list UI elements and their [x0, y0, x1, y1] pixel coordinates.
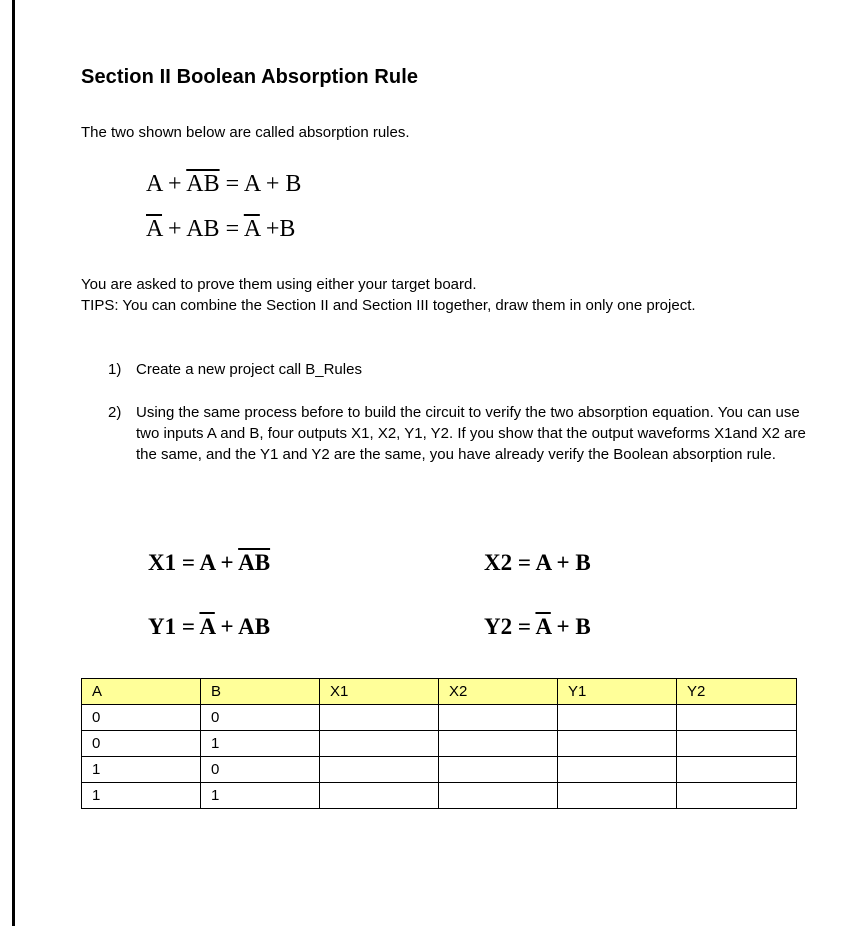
rule2-a-complement-rhs: $\overline{A}$: [243, 216, 260, 242]
table-row: [82, 705, 797, 731]
cell-a: 0: [82, 705, 201, 731]
cell-a: 1: [82, 757, 201, 783]
header-cell-y2: Y2: [677, 679, 797, 705]
cell-y1[interactable]: [558, 731, 677, 757]
equation-y1: [148, 614, 270, 640]
rule1-rhs: A + B: [243, 171, 302, 197]
x1-ab-complement: $\overline{AB}$: [238, 550, 271, 575]
cell-x1[interactable]: [320, 705, 439, 731]
table-row: [82, 783, 797, 809]
cell-y2[interactable]: [677, 731, 797, 757]
equation-y2: [484, 614, 591, 640]
truth-table: [81, 678, 797, 809]
y2-prefix: Y2 =: [484, 614, 536, 639]
cell-x1[interactable]: [320, 731, 439, 757]
y1-suffix: + AB: [214, 614, 271, 639]
cell-x2[interactable]: [439, 783, 558, 809]
intro-text: The two shown below are called absorption rules.: [81, 124, 410, 141]
rule2-a-complement: $\overline{A}$: [146, 216, 163, 242]
header-cell-b: B: [201, 679, 320, 705]
equation-x2: [484, 550, 591, 576]
table-header-row: [82, 679, 797, 705]
header-cell-x2: X2: [439, 679, 558, 705]
x2-text: X2 = A + B: [484, 550, 591, 575]
y2-a-complement: $\overline{A}$: [535, 614, 551, 639]
instructions: [81, 274, 696, 316]
table-row: [82, 757, 797, 783]
cell-a: 1: [82, 783, 201, 809]
cell-a: 0: [82, 731, 201, 757]
instructions-tips: TIPS: You can combine the Section II and Section III together, draw them in only one project.: [81, 297, 696, 314]
y1-a-complement: $\overline{A}$: [199, 614, 215, 639]
rule1-a: A: [146, 171, 163, 197]
cell-y1[interactable]: [558, 783, 677, 809]
cell-x2[interactable]: [439, 757, 558, 783]
equation-x1: [148, 550, 270, 576]
page-left-border: [12, 0, 15, 926]
section-title: Section II Boolean Absorption Rule: [81, 66, 419, 88]
cell-y1[interactable]: [558, 757, 677, 783]
cell-y2[interactable]: [677, 757, 797, 783]
list-number: 2): [108, 404, 122, 421]
header-cell-y1: Y1: [558, 679, 677, 705]
table-row: [82, 731, 797, 757]
rule2-plus-b: +B: [265, 216, 296, 242]
absorption-rule-2: [146, 216, 295, 243]
cell-y1[interactable]: [558, 705, 677, 731]
cell-x1[interactable]: [320, 783, 439, 809]
cell-b: 1: [201, 731, 320, 757]
rule2-plus-ab: + AB: [168, 216, 220, 242]
cell-b: 1: [201, 783, 320, 809]
y2-suffix: + B: [550, 614, 591, 639]
cell-x2[interactable]: [439, 731, 558, 757]
cell-b: 0: [201, 757, 320, 783]
header-cell-x1: X1: [320, 679, 439, 705]
rule1-ab-complement: $\overline{AB}$: [186, 171, 220, 197]
rule2-equals: =: [225, 216, 240, 242]
x1-prefix: X1 = A +: [148, 550, 239, 575]
cell-x2[interactable]: [439, 705, 558, 731]
y1-prefix: Y1 =: [148, 614, 200, 639]
cell-y2[interactable]: [677, 705, 797, 731]
list-text: Create a new project call B_Rules: [136, 361, 362, 378]
rule1-equals: =: [225, 171, 240, 197]
cell-b: 0: [201, 705, 320, 731]
absorption-rule-1: [146, 171, 301, 198]
cell-x1[interactable]: [320, 757, 439, 783]
rule1-plus: +: [168, 171, 182, 197]
header-cell-a: A: [82, 679, 201, 705]
cell-y2[interactable]: [677, 783, 797, 809]
instructions-line-1: You are asked to prove them using either your target board.: [81, 276, 477, 293]
list-text: Using the same process before to build the circuit to verify the two absorption equation. You can use two inputs A and B, four outputs X1, X2, Y1, Y2. If you show that the output waveforms X1and X2 are the same, and the Y1 and Y2 are the same, you have already verify the Boolean absorption rule.: [136, 404, 806, 463]
list-number: 1): [108, 361, 122, 378]
